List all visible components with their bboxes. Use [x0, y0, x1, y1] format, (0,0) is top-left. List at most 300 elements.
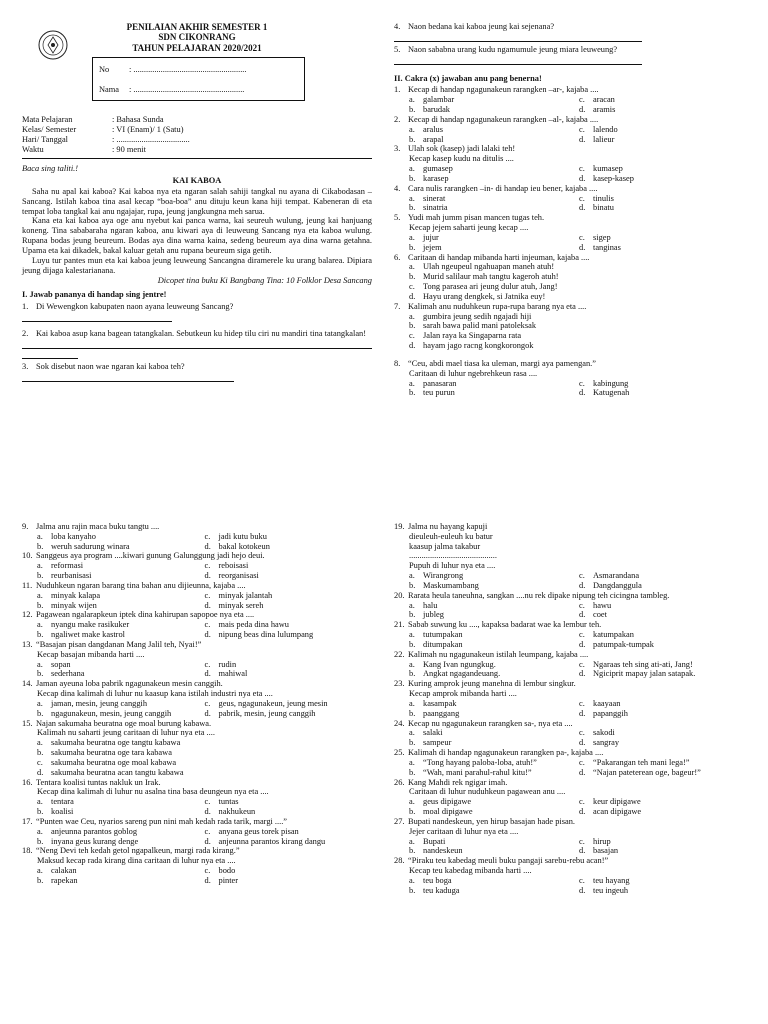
- question-number: 5.: [394, 213, 401, 223]
- meta-value: : Bahasa Sunda: [112, 115, 164, 125]
- answer-option[interactable]: [409, 738, 579, 748]
- option-text: barudak: [423, 105, 450, 115]
- question-stem: [394, 184, 749, 194]
- no-field[interactable]: : ......................................................: [129, 65, 247, 75]
- question-number: 15.: [22, 718, 33, 728]
- answer-option[interactable]: [205, 532, 373, 542]
- question-number: 22.: [394, 649, 405, 659]
- option-text: acan dipigawe: [593, 807, 642, 817]
- answer-option[interactable]: [409, 728, 579, 738]
- option-text: jadi kutu buku: [218, 531, 267, 541]
- option-letter: d.: [579, 708, 586, 718]
- answer-option[interactable]: [579, 105, 749, 115]
- option-letter: b.: [37, 571, 44, 581]
- option-letter: d.: [579, 846, 586, 856]
- answer-options: [394, 571, 749, 591]
- question-number: 24.: [394, 718, 405, 728]
- answer-option[interactable]: [579, 233, 749, 243]
- question-text: Sok disebut naon wae ngaran kai kaboa teh?: [36, 361, 185, 371]
- answer-option[interactable]: [579, 135, 749, 145]
- answer-option[interactable]: [37, 797, 205, 807]
- option-letter: d.: [204, 807, 211, 817]
- option-letter: a.: [37, 865, 43, 875]
- question-stem: [394, 359, 749, 369]
- answer-option[interactable]: [579, 728, 749, 738]
- answer-options: [22, 797, 372, 817]
- answer-options: [22, 561, 372, 581]
- option-text: reboisasi: [218, 561, 249, 571]
- answer-option[interactable]: [205, 827, 373, 837]
- option-text: binatu: [593, 203, 614, 213]
- option-letter: b.: [37, 669, 44, 679]
- answer-option[interactable]: [409, 174, 579, 184]
- question-stem: [22, 522, 372, 532]
- option-text: minyak jalantah: [218, 590, 273, 600]
- answer-option[interactable]: [37, 807, 205, 817]
- question-text: Kalimah nu saharti jeung caritaan di luhur nya eta ....: [37, 728, 215, 738]
- answer-option[interactable]: [37, 669, 205, 679]
- answer-option[interactable]: [579, 95, 749, 105]
- question-text: dieuleuh-euleuh ku batur: [409, 531, 493, 541]
- option-text: moal dipigawe: [423, 807, 473, 817]
- option-letter: a.: [409, 797, 415, 807]
- option-letter: a.: [37, 797, 43, 807]
- question-text: kaasup jalma takabur: [409, 541, 481, 551]
- answer-option[interactable]: [409, 388, 579, 398]
- mc-question: [22, 719, 372, 778]
- option-text: teu hayang: [593, 875, 630, 885]
- answer-option[interactable]: [37, 620, 205, 630]
- question-number: 10.: [22, 551, 33, 561]
- answer-option[interactable]: [409, 581, 579, 591]
- answer-option[interactable]: [579, 837, 749, 847]
- option-letter: c.: [579, 875, 585, 885]
- option-letter: c.: [579, 124, 585, 134]
- answer-option[interactable]: [579, 125, 749, 135]
- answer-option[interactable]: [579, 581, 749, 591]
- option-text: jejem: [423, 242, 442, 252]
- answer-option[interactable]: [579, 630, 749, 640]
- answer-option[interactable]: [37, 571, 205, 581]
- bottom-right-column: [394, 522, 749, 895]
- mc-question: [22, 610, 372, 639]
- answer-option[interactable]: [205, 591, 373, 601]
- question-text: Kecap nu ngagunakeun rarangken sa-, nya eta ....: [408, 718, 573, 728]
- answer-option[interactable]: [579, 768, 749, 778]
- question-number: 21.: [394, 620, 405, 630]
- option-letter: d.: [579, 639, 586, 649]
- option-letter: a.: [37, 590, 43, 600]
- exam-header: [22, 22, 372, 53]
- answer-option[interactable]: [37, 866, 205, 876]
- question-stem: [22, 581, 372, 591]
- answer-option[interactable]: [37, 827, 205, 837]
- answer-option[interactable]: [579, 738, 749, 748]
- answer-option[interactable]: [409, 807, 579, 817]
- question-text: Kalimah nu ngagunakeun istilah leumpang, kajaba ....: [408, 649, 589, 659]
- answer-options: [22, 620, 372, 640]
- option-letter: a.: [409, 659, 415, 669]
- mc-question: [394, 302, 749, 351]
- option-letter: c.: [409, 331, 415, 341]
- option-letter: a.: [37, 698, 43, 708]
- question-stem: [394, 115, 749, 125]
- answer-option[interactable]: [579, 203, 749, 213]
- option-text: patumpak-tumpak: [593, 639, 654, 649]
- option-letter: d.: [579, 134, 586, 144]
- mc-question: [22, 846, 372, 885]
- option-text: papanggih: [593, 708, 628, 718]
- option-letter: a.: [409, 600, 415, 610]
- answer-option[interactable]: [579, 610, 749, 620]
- option-letter: c.: [579, 728, 585, 738]
- answer-option[interactable]: [205, 669, 373, 679]
- option-letter: b.: [409, 321, 416, 331]
- question-text: Bupati nandeskeun, yen hirup basajan hade pisan.: [408, 816, 575, 826]
- answer-option[interactable]: [579, 669, 749, 679]
- option-letter: d.: [204, 630, 211, 640]
- mc-question: [394, 856, 749, 895]
- top-right-column: [394, 22, 749, 398]
- question-stem: [394, 817, 749, 827]
- answer-option[interactable]: [579, 807, 749, 817]
- answer-option[interactable]: [37, 591, 205, 601]
- option-text: teu ingeuh: [593, 885, 629, 895]
- answer-option[interactable]: [37, 876, 205, 886]
- answer-option[interactable]: [205, 709, 373, 719]
- question-text: Kecap dina kalimah di luhur nu kaasup kana istilah industri nya eta ....: [37, 689, 273, 699]
- question-number: 1.: [22, 302, 29, 312]
- option-letter: b.: [37, 836, 44, 846]
- answer-option[interactable]: [205, 807, 373, 817]
- answer-option[interactable]: [579, 640, 749, 650]
- question-text: Jaman ayeuna loba pabrik ngagunakeun mesin canggih.: [36, 679, 223, 689]
- question-text: Caritaan di luhur nuduhkeun pagawean anu ....: [409, 787, 566, 797]
- question-text: Kalimah di handap ngagunakeun rarangken pa-, kajaba ....: [408, 748, 604, 758]
- question-stem: [394, 253, 749, 263]
- answer-option[interactable]: [579, 243, 749, 253]
- option-text: paanggang: [423, 708, 460, 718]
- option-text: Murid salilaur mah tangtu kageroh atuh!: [423, 272, 559, 282]
- option-text: sangray: [593, 738, 620, 748]
- answer-option[interactable]: [409, 660, 579, 670]
- option-letter: d.: [204, 708, 211, 718]
- exam-meta: [22, 115, 372, 154]
- option-text: mais peda dina hawu: [218, 620, 289, 630]
- option-letter: a.: [409, 124, 415, 134]
- option-letter: c.: [579, 232, 585, 242]
- answer-option[interactable]: [409, 164, 579, 174]
- answer-option[interactable]: [409, 630, 579, 640]
- answer-option[interactable]: [205, 866, 373, 876]
- option-text: Asmarandana: [593, 571, 640, 581]
- divider: [22, 158, 372, 159]
- option-text: sigep: [593, 232, 611, 242]
- option-letter: a.: [409, 164, 415, 174]
- answer-options: [394, 797, 749, 817]
- question-number: 2.: [394, 114, 401, 124]
- meta-key: Hari/ Tanggal: [22, 134, 69, 144]
- answer-option[interactable]: [409, 233, 579, 243]
- answer-option[interactable]: [205, 837, 373, 847]
- question-text: Sabab suwung ku ...., kapaksa badarat wae ka lembur teh.: [408, 620, 602, 630]
- option-letter: a.: [37, 826, 43, 836]
- answer-line[interactable]: [394, 64, 642, 65]
- answer-option[interactable]: [409, 640, 579, 650]
- option-letter: d.: [579, 105, 586, 115]
- answer-option[interactable]: [409, 709, 579, 719]
- answer-option[interactable]: [37, 542, 205, 552]
- answer-options: [394, 125, 749, 145]
- answer-option[interactable]: [37, 601, 205, 611]
- mc-question: [394, 778, 749, 817]
- question-stem: [394, 650, 749, 660]
- question-text: Kecap basajan mibanda harti ....: [37, 649, 145, 659]
- answer-option[interactable]: [409, 312, 749, 322]
- question-text: Kecap kasep kudu na ditulis ....: [409, 154, 514, 164]
- answer-option[interactable]: [409, 846, 579, 856]
- option-letter: d.: [204, 600, 211, 610]
- answer-option[interactable]: [409, 95, 579, 105]
- option-letter: d.: [204, 669, 211, 679]
- answer-option[interactable]: [579, 164, 749, 174]
- answer-option[interactable]: [205, 601, 373, 611]
- answer-option[interactable]: [409, 758, 579, 768]
- option-text: hayam jago racng kongkorongok: [423, 341, 534, 351]
- option-letter: b.: [409, 885, 416, 895]
- answer-option[interactable]: [579, 601, 749, 611]
- answer-option[interactable]: [37, 561, 205, 571]
- option-letter: a.: [409, 728, 415, 738]
- question-text: Kecap di handap ngagunakeun rarangken –al-, kajaba ....: [408, 114, 599, 124]
- mc-question: [394, 85, 749, 114]
- answer-option[interactable]: [579, 571, 749, 581]
- option-text: Angkat ngagandeuang.: [423, 669, 501, 679]
- answer-option[interactable]: [409, 194, 579, 204]
- option-text: sakumaha beuratna oge tara kabawa: [51, 748, 172, 758]
- option-letter: a.: [37, 738, 43, 748]
- mc-question: [22, 640, 372, 679]
- option-text: arapal: [423, 134, 444, 144]
- option-text: teu purun: [423, 388, 455, 398]
- answer-option[interactable]: [579, 797, 749, 807]
- answer-option[interactable]: [579, 876, 749, 886]
- option-text: jubleg: [423, 610, 444, 620]
- question-stem: [394, 778, 749, 788]
- answer-option[interactable]: [579, 388, 749, 398]
- answer-options: [394, 660, 749, 680]
- answer-option[interactable]: [37, 660, 205, 670]
- option-text: anjeunna parantos goblog: [51, 826, 138, 836]
- answer-option[interactable]: [409, 379, 579, 389]
- answer-line[interactable]: [22, 381, 234, 382]
- answer-options: [22, 827, 372, 847]
- option-letter: c.: [579, 757, 585, 767]
- question-number: 13.: [22, 639, 33, 649]
- answer-option[interactable]: [579, 174, 749, 184]
- answer-option[interactable]: [409, 797, 579, 807]
- answer-option[interactable]: [205, 660, 373, 670]
- question-text: Kuring amprok jeung manehna di lembur singkur.: [408, 679, 576, 689]
- question-text: Yudi mah jumm pisan mancen tugas teh.: [408, 213, 545, 223]
- option-text: karasep: [423, 173, 449, 183]
- option-text: hirup: [593, 836, 611, 846]
- reading-title: KAI KABOA: [172, 176, 222, 186]
- answer-option[interactable]: [37, 837, 205, 847]
- question-text: Naon bedana kai kaboa jeung kai sejenana?: [408, 22, 555, 31]
- option-text: aracan: [593, 95, 615, 105]
- answer-option[interactable]: [409, 571, 579, 581]
- answer-option[interactable]: [579, 660, 749, 670]
- reading-passage: [22, 187, 372, 275]
- option-text: ngagunakeun, mesin, jeung canggih: [51, 708, 172, 718]
- option-letter: b.: [37, 807, 44, 817]
- question-number: 6.: [394, 252, 401, 262]
- answer-option[interactable]: [409, 331, 749, 341]
- question-stem: [394, 85, 749, 95]
- question-text: Kecap di handap ngagunakeun rarangken –ar-, kajaba ....: [408, 85, 599, 95]
- answer-option[interactable]: [205, 797, 373, 807]
- answer-option[interactable]: [409, 601, 579, 611]
- option-letter: c.: [37, 757, 43, 767]
- question-stem: [22, 846, 372, 856]
- option-text: bakal kotokeun: [218, 541, 270, 551]
- option-letter: b.: [409, 738, 416, 748]
- answer-option[interactable]: [579, 194, 749, 204]
- option-text: rudin: [218, 659, 237, 669]
- question-text: Pagawean ngalarapkeun iptek dina kahirupan sapopoe nya eta ....: [36, 610, 255, 620]
- answer-option[interactable]: [409, 282, 749, 292]
- answer-option[interactable]: [205, 561, 373, 571]
- answer-option[interactable]: [37, 709, 205, 719]
- option-letter: c.: [204, 797, 211, 807]
- option-text: aramis: [593, 105, 616, 115]
- multiple-choice-group: [394, 522, 749, 895]
- question-text: Caritaan di handap mibanda harti injeuman, kajaba ....: [408, 252, 590, 262]
- option-letter: c.: [204, 865, 211, 875]
- answer-options: [394, 262, 749, 301]
- answer-option[interactable]: [579, 709, 749, 719]
- no-label: No: [99, 65, 110, 75]
- option-text: Ngiciprit mapay jalan satapak.: [593, 669, 696, 679]
- answer-option[interactable]: [37, 532, 205, 542]
- answer-option[interactable]: [409, 669, 579, 679]
- answer-option[interactable]: [37, 768, 372, 778]
- mc-question: [394, 591, 749, 620]
- option-letter: a.: [409, 836, 415, 846]
- option-letter: d.: [579, 388, 586, 398]
- option-text: Jalan raya ka Singaparna rata: [423, 331, 522, 341]
- essay-question: [22, 302, 372, 312]
- answer-option[interactable]: [409, 341, 749, 351]
- option-text: keur dipigawe: [593, 797, 641, 807]
- question-number: 9.: [22, 522, 29, 531]
- answer-options: [394, 379, 749, 399]
- answer-option[interactable]: [409, 768, 579, 778]
- answer-option[interactable]: [37, 699, 205, 709]
- answer-option[interactable]: [409, 837, 579, 847]
- mc-question: [394, 213, 749, 252]
- option-text: panasaran: [423, 378, 457, 388]
- answer-option[interactable]: [409, 610, 579, 620]
- answer-option[interactable]: [409, 321, 749, 331]
- answer-option[interactable]: [409, 699, 579, 709]
- question-text: Kalimah anu nuduhkeun rupa-rupa barang nya eta ....: [408, 301, 587, 311]
- answer-option[interactable]: [579, 846, 749, 856]
- answer-option[interactable]: [409, 272, 749, 282]
- answer-option[interactable]: [37, 748, 372, 758]
- option-text: minyak sereh: [218, 600, 264, 610]
- question-number: 27.: [394, 816, 405, 826]
- answer-option[interactable]: [409, 125, 579, 135]
- essay-question: [394, 45, 749, 55]
- question-number: 12.: [22, 610, 33, 620]
- question-number: 26.: [394, 777, 405, 787]
- option-letter: c.: [579, 95, 585, 105]
- answer-option[interactable]: [409, 876, 579, 886]
- answer-option[interactable]: [409, 886, 579, 896]
- meta-value: : 90 menit: [112, 144, 146, 154]
- question-number: 20.: [394, 590, 405, 600]
- answer-option[interactable]: [409, 243, 579, 253]
- answer-option[interactable]: [579, 886, 749, 896]
- answer-option[interactable]: [205, 620, 373, 630]
- answer-option[interactable]: [205, 542, 373, 552]
- option-letter: a.: [37, 620, 43, 630]
- answer-option[interactable]: [205, 630, 373, 640]
- answer-option[interactable]: [37, 630, 205, 640]
- question-stem: [22, 551, 372, 561]
- question-stem: [22, 640, 372, 650]
- option-letter: a.: [409, 95, 415, 105]
- question-stem: [394, 144, 749, 154]
- answer-option[interactable]: [409, 203, 579, 213]
- option-text: bodo: [218, 865, 236, 875]
- name-field[interactable]: : .....................................................: [129, 85, 245, 95]
- answer-option[interactable]: [579, 379, 749, 389]
- question-text: “Basajan pisan dangdanan Mang Jalil teh, Nyai!”: [36, 639, 202, 649]
- option-text: ditumpakan: [423, 639, 463, 649]
- answer-option[interactable]: [205, 876, 373, 886]
- option-letter: a.: [37, 531, 43, 541]
- option-text: Ulah ngeupeul ngahuapan maneh atuh!: [423, 262, 555, 272]
- mc-question: [394, 817, 749, 856]
- answer-option[interactable]: [37, 758, 372, 768]
- answer-option[interactable]: [579, 699, 749, 709]
- answer-option[interactable]: [579, 758, 749, 768]
- option-text: anjeunna parantos kirang dangu: [218, 836, 326, 846]
- question-text: Di Wewengkon kabupaten naon ayana leuweung Sancang?: [36, 302, 234, 312]
- option-text: lalendo: [593, 124, 618, 134]
- option-text: koalisi: [51, 807, 74, 817]
- answer-option[interactable]: [409, 135, 579, 145]
- option-letter: c.: [204, 698, 211, 708]
- answer-option[interactable]: [409, 262, 749, 272]
- answer-option[interactable]: [205, 571, 373, 581]
- option-text: “Wah, mani parahul-rahul kitu!”: [423, 767, 532, 777]
- option-letter: d.: [579, 767, 586, 777]
- option-letter: a.: [409, 571, 415, 581]
- answer-option[interactable]: [409, 292, 749, 302]
- option-letter: a.: [409, 311, 415, 321]
- answer-option[interactable]: [37, 738, 372, 748]
- school-emblem-logo: [38, 30, 68, 60]
- option-text: teu boga: [423, 875, 452, 885]
- answer-option[interactable]: [205, 699, 373, 709]
- question-text: Ulah sok (kasep) jadi lalaki teh!: [408, 144, 516, 154]
- answer-option[interactable]: [409, 105, 579, 115]
- essay-question: [22, 329, 372, 339]
